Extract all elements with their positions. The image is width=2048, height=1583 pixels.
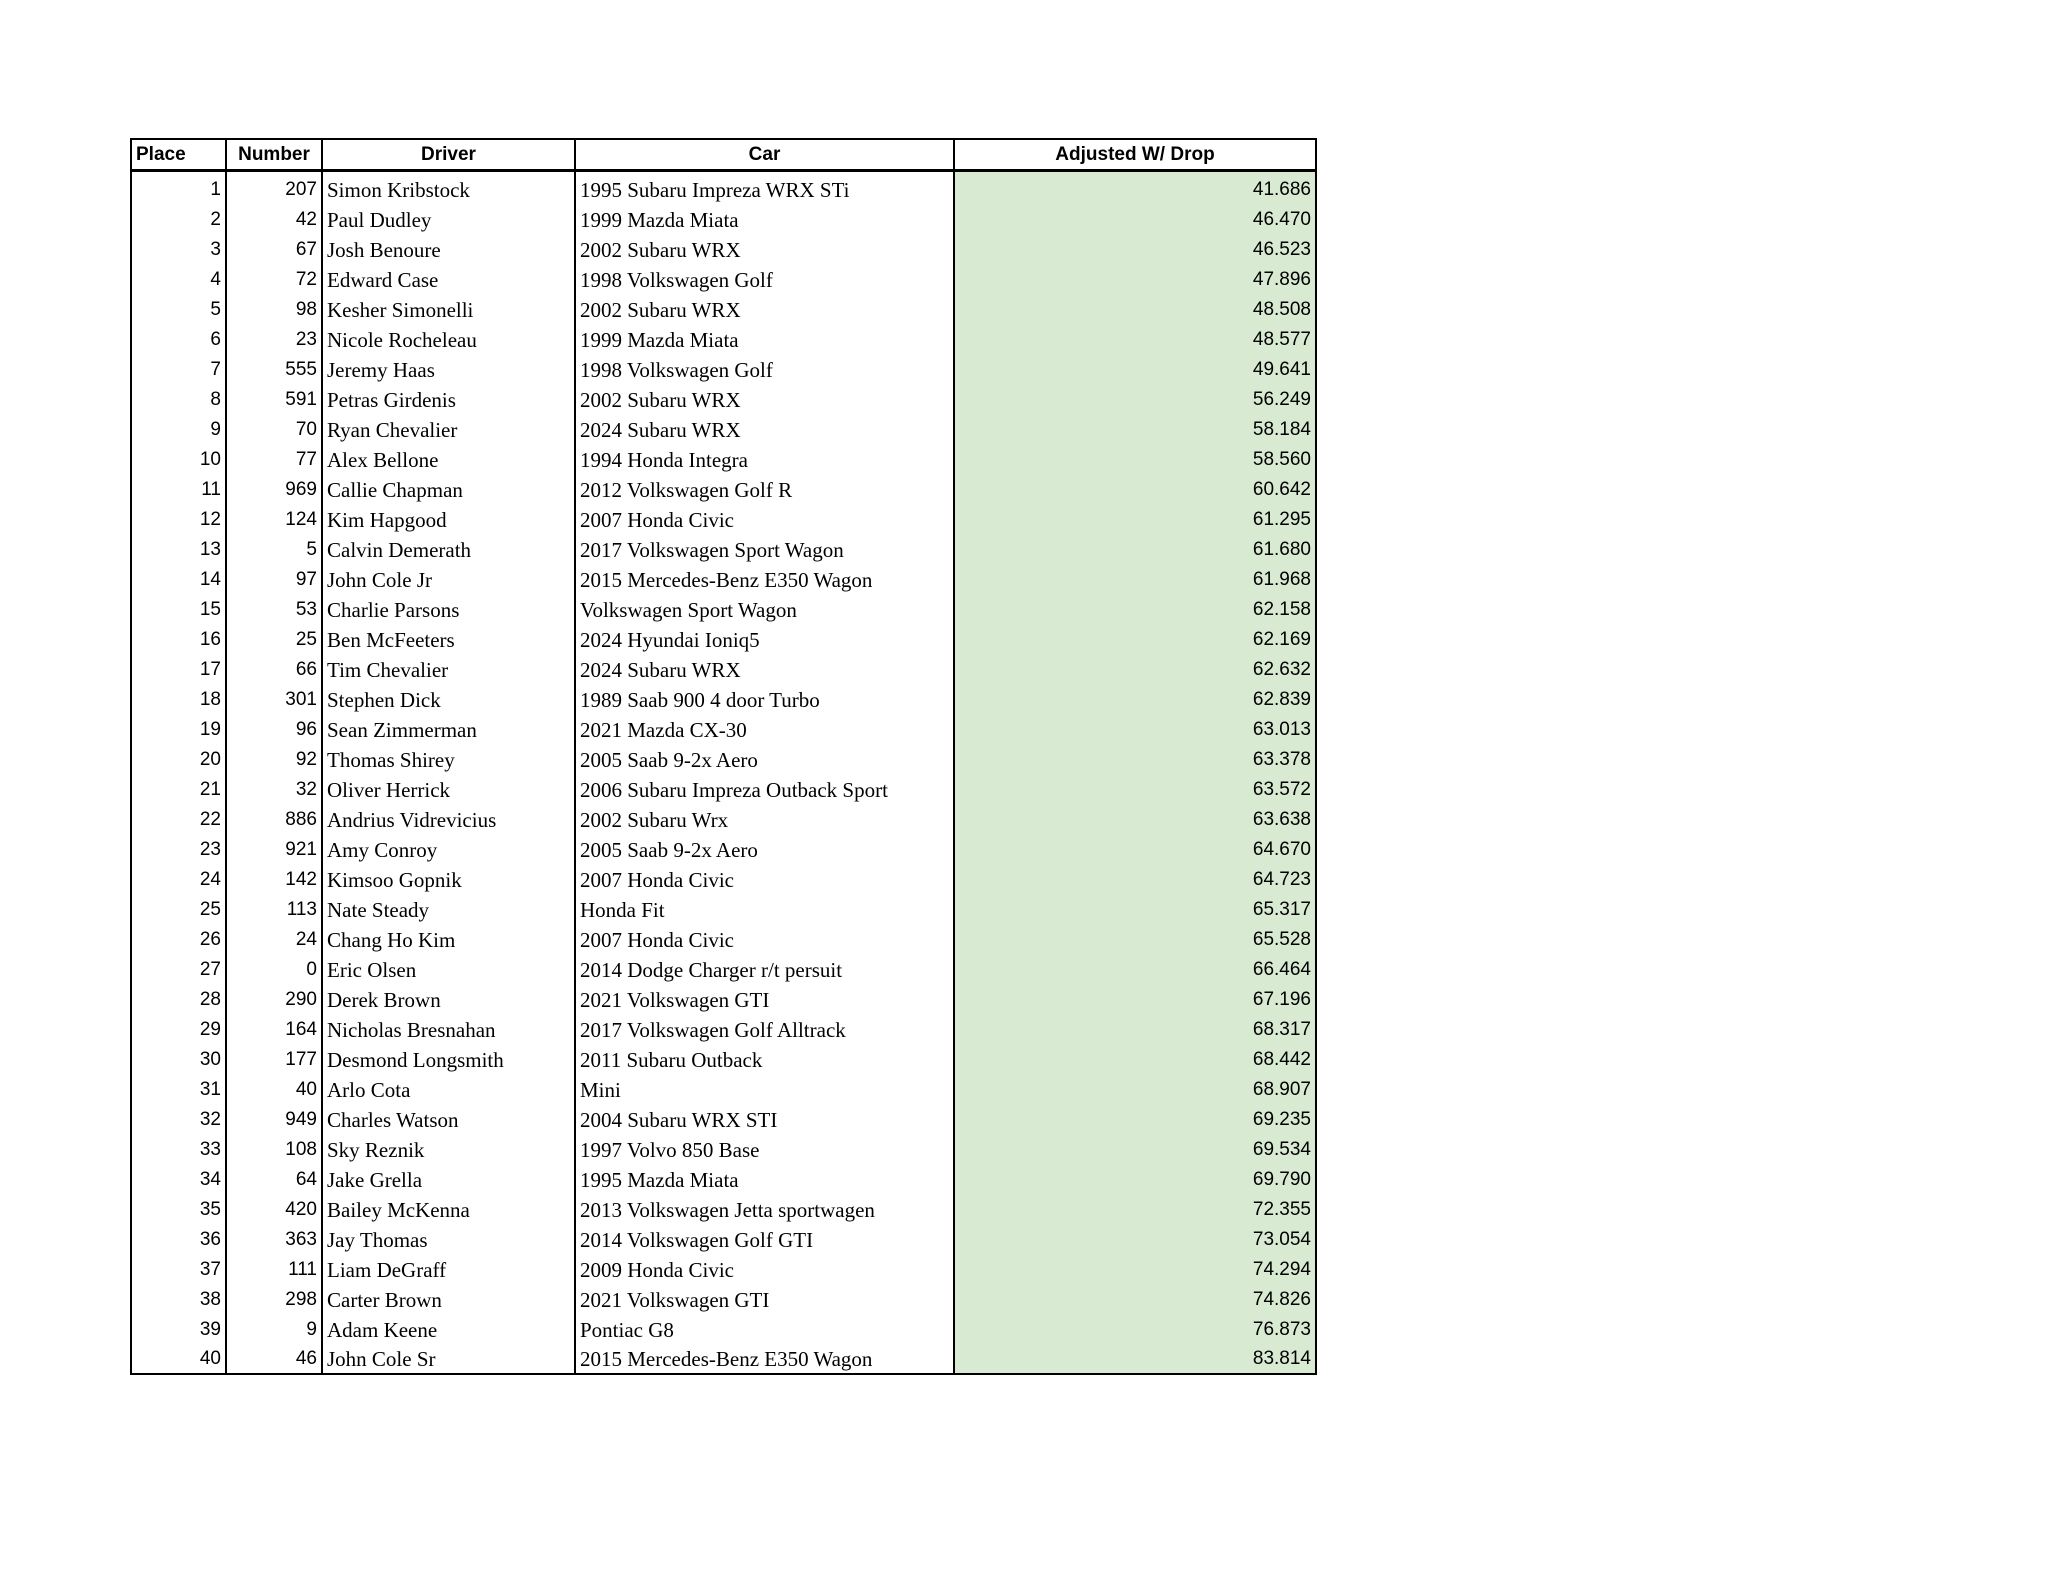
table-body bbox=[131, 171, 1316, 1375]
number-cell: 124 bbox=[226, 505, 322, 535]
adjusted-time-cell: 68.317 bbox=[954, 1015, 1316, 1045]
number-cell: 23 bbox=[226, 325, 322, 355]
car-cell: 2002 Subaru Wrx bbox=[575, 805, 954, 835]
place-cell: 31 bbox=[131, 1075, 226, 1105]
car-cell: 2021 Volkswagen GTI bbox=[575, 1285, 954, 1315]
number-cell: 111 bbox=[226, 1255, 322, 1285]
car-cell: Volkswagen Sport Wagon bbox=[575, 595, 954, 625]
number-cell: 921 bbox=[226, 835, 322, 865]
driver-cell: Josh Benoure bbox=[322, 235, 575, 265]
car-cell: 1995 Subaru Impreza WRX STi bbox=[575, 171, 954, 206]
car-cell: 1999 Mazda Miata bbox=[575, 205, 954, 235]
place-cell: 15 bbox=[131, 595, 226, 625]
header-place: Place bbox=[131, 139, 226, 171]
driver-cell: Adam Keene bbox=[322, 1315, 575, 1345]
number-cell: 53 bbox=[226, 595, 322, 625]
place-cell: 12 bbox=[131, 505, 226, 535]
table-row bbox=[131, 805, 1316, 835]
driver-cell: Simon Kribstock bbox=[322, 171, 575, 206]
car-cell: 2007 Honda Civic bbox=[575, 505, 954, 535]
driver-cell: Jake Grella bbox=[322, 1165, 575, 1195]
adjusted-time-cell: 76.873 bbox=[954, 1315, 1316, 1345]
adjusted-time-cell: 62.632 bbox=[954, 655, 1316, 685]
adjusted-time-cell: 61.680 bbox=[954, 535, 1316, 565]
number-cell: 949 bbox=[226, 1105, 322, 1135]
adjusted-time-cell: 69.235 bbox=[954, 1105, 1316, 1135]
table-row bbox=[131, 535, 1316, 565]
car-cell: 2013 Volkswagen Jetta sportwagen bbox=[575, 1195, 954, 1225]
place-cell: 23 bbox=[131, 835, 226, 865]
table-row bbox=[131, 865, 1316, 895]
table-row bbox=[131, 1075, 1316, 1105]
car-cell: 2002 Subaru WRX bbox=[575, 295, 954, 325]
car-cell: 2021 Volkswagen GTI bbox=[575, 985, 954, 1015]
table-row bbox=[131, 235, 1316, 265]
car-cell: 2006 Subaru Impreza Outback Sport bbox=[575, 775, 954, 805]
table-row bbox=[131, 475, 1316, 505]
number-cell: 96 bbox=[226, 715, 322, 745]
table-row bbox=[131, 895, 1316, 925]
adjusted-time-cell: 58.560 bbox=[954, 445, 1316, 475]
number-cell: 97 bbox=[226, 565, 322, 595]
place-cell: 26 bbox=[131, 925, 226, 955]
driver-cell: John Cole Jr bbox=[322, 565, 575, 595]
header-car: Car bbox=[575, 139, 954, 171]
place-cell: 1 bbox=[131, 171, 226, 206]
table-row bbox=[131, 655, 1316, 685]
number-cell: 207 bbox=[226, 171, 322, 206]
number-cell: 25 bbox=[226, 625, 322, 655]
car-cell: 1998 Volkswagen Golf bbox=[575, 265, 954, 295]
header-row bbox=[131, 139, 1316, 171]
driver-cell: Amy Conroy bbox=[322, 835, 575, 865]
car-cell: 2002 Subaru WRX bbox=[575, 385, 954, 415]
place-cell: 10 bbox=[131, 445, 226, 475]
place-cell: 25 bbox=[131, 895, 226, 925]
car-cell: 2014 Dodge Charger r/t persuit bbox=[575, 955, 954, 985]
car-cell: 2004 Subaru WRX STI bbox=[575, 1105, 954, 1135]
number-cell: 98 bbox=[226, 295, 322, 325]
table-row bbox=[131, 505, 1316, 535]
car-cell: 2005 Saab 9-2x Aero bbox=[575, 745, 954, 775]
number-cell: 46 bbox=[226, 1345, 322, 1374]
place-cell: 11 bbox=[131, 475, 226, 505]
adjusted-time-cell: 61.968 bbox=[954, 565, 1316, 595]
driver-cell: Thomas Shirey bbox=[322, 745, 575, 775]
number-cell: 177 bbox=[226, 1045, 322, 1075]
adjusted-time-cell: 58.184 bbox=[954, 415, 1316, 445]
table-row bbox=[131, 325, 1316, 355]
number-cell: 363 bbox=[226, 1225, 322, 1255]
car-cell: 2014 Volkswagen Golf GTI bbox=[575, 1225, 954, 1255]
adjusted-time-cell: 62.839 bbox=[954, 685, 1316, 715]
car-cell: 1998 Volkswagen Golf bbox=[575, 355, 954, 385]
adjusted-time-cell: 69.534 bbox=[954, 1135, 1316, 1165]
car-cell: 2011 Subaru Outback bbox=[575, 1045, 954, 1075]
table-row bbox=[131, 205, 1316, 235]
car-cell: 2002 Subaru WRX bbox=[575, 235, 954, 265]
number-cell: 92 bbox=[226, 745, 322, 775]
table-row bbox=[131, 835, 1316, 865]
car-cell: 1999 Mazda Miata bbox=[575, 325, 954, 355]
place-cell: 2 bbox=[131, 205, 226, 235]
adjusted-time-cell: 46.470 bbox=[954, 205, 1316, 235]
place-cell: 14 bbox=[131, 565, 226, 595]
driver-cell: Kesher Simonelli bbox=[322, 295, 575, 325]
driver-cell: Kim Hapgood bbox=[322, 505, 575, 535]
car-cell: 2015 Mercedes-Benz E350 Wagon bbox=[575, 565, 954, 595]
place-cell: 13 bbox=[131, 535, 226, 565]
car-cell: 1989 Saab 900 4 door Turbo bbox=[575, 685, 954, 715]
table-row bbox=[131, 715, 1316, 745]
place-cell: 6 bbox=[131, 325, 226, 355]
number-cell: 67 bbox=[226, 235, 322, 265]
place-cell: 38 bbox=[131, 1285, 226, 1315]
number-cell: 5 bbox=[226, 535, 322, 565]
car-cell: 2017 Volkswagen Golf Alltrack bbox=[575, 1015, 954, 1045]
table-row bbox=[131, 1285, 1316, 1315]
number-cell: 70 bbox=[226, 415, 322, 445]
driver-cell: Derek Brown bbox=[322, 985, 575, 1015]
adjusted-time-cell: 63.013 bbox=[954, 715, 1316, 745]
car-cell: 2005 Saab 9-2x Aero bbox=[575, 835, 954, 865]
place-cell: 3 bbox=[131, 235, 226, 265]
adjusted-time-cell: 72.355 bbox=[954, 1195, 1316, 1225]
table-header bbox=[131, 139, 1316, 171]
driver-cell: Sky Reznik bbox=[322, 1135, 575, 1165]
driver-cell: Nicole Rocheleau bbox=[322, 325, 575, 355]
table-row bbox=[131, 295, 1316, 325]
table-row bbox=[131, 685, 1316, 715]
adjusted-time-cell: 62.169 bbox=[954, 625, 1316, 655]
number-cell: 64 bbox=[226, 1165, 322, 1195]
adjusted-time-cell: 68.442 bbox=[954, 1045, 1316, 1075]
place-cell: 8 bbox=[131, 385, 226, 415]
table-row bbox=[131, 955, 1316, 985]
table-row bbox=[131, 625, 1316, 655]
adjusted-time-cell: 83.814 bbox=[954, 1345, 1316, 1374]
adjusted-time-cell: 63.378 bbox=[954, 745, 1316, 775]
driver-cell: John Cole Sr bbox=[322, 1345, 575, 1374]
driver-cell: Callie Chapman bbox=[322, 475, 575, 505]
number-cell: 290 bbox=[226, 985, 322, 1015]
table-row bbox=[131, 1345, 1316, 1374]
adjusted-time-cell: 74.294 bbox=[954, 1255, 1316, 1285]
table-row bbox=[131, 985, 1316, 1015]
table-row bbox=[131, 171, 1316, 206]
number-cell: 32 bbox=[226, 775, 322, 805]
place-cell: 33 bbox=[131, 1135, 226, 1165]
place-cell: 22 bbox=[131, 805, 226, 835]
driver-cell: Calvin Demerath bbox=[322, 535, 575, 565]
driver-cell: Nate Steady bbox=[322, 895, 575, 925]
adjusted-time-cell: 63.638 bbox=[954, 805, 1316, 835]
driver-cell: Desmond Longsmith bbox=[322, 1045, 575, 1075]
place-cell: 17 bbox=[131, 655, 226, 685]
number-cell: 24 bbox=[226, 925, 322, 955]
table-row bbox=[131, 1315, 1316, 1345]
driver-cell: Chang Ho Kim bbox=[322, 925, 575, 955]
adjusted-time-cell: 65.317 bbox=[954, 895, 1316, 925]
car-cell: 2021 Mazda CX-30 bbox=[575, 715, 954, 745]
table-row bbox=[131, 1135, 1316, 1165]
header-adjusted: Adjusted W/ Drop bbox=[954, 139, 1316, 171]
car-cell: 2017 Volkswagen Sport Wagon bbox=[575, 535, 954, 565]
car-cell: 1997 Volvo 850 Base bbox=[575, 1135, 954, 1165]
car-cell: Honda Fit bbox=[575, 895, 954, 925]
place-cell: 21 bbox=[131, 775, 226, 805]
table-row bbox=[131, 1225, 1316, 1255]
place-cell: 19 bbox=[131, 715, 226, 745]
driver-cell: Sean Zimmerman bbox=[322, 715, 575, 745]
adjusted-time-cell: 65.528 bbox=[954, 925, 1316, 955]
number-cell: 164 bbox=[226, 1015, 322, 1045]
table-row bbox=[131, 1195, 1316, 1225]
adjusted-time-cell: 56.249 bbox=[954, 385, 1316, 415]
car-cell: 2024 Subaru WRX bbox=[575, 655, 954, 685]
results-table bbox=[130, 138, 1317, 1375]
adjusted-time-cell: 69.790 bbox=[954, 1165, 1316, 1195]
car-cell: 2007 Honda Civic bbox=[575, 925, 954, 955]
number-cell: 72 bbox=[226, 265, 322, 295]
car-cell: Pontiac G8 bbox=[575, 1315, 954, 1345]
driver-cell: Liam DeGraff bbox=[322, 1255, 575, 1285]
table-row bbox=[131, 1045, 1316, 1075]
place-cell: 28 bbox=[131, 985, 226, 1015]
place-cell: 16 bbox=[131, 625, 226, 655]
table-row bbox=[131, 445, 1316, 475]
driver-cell: Arlo Cota bbox=[322, 1075, 575, 1105]
place-cell: 29 bbox=[131, 1015, 226, 1045]
adjusted-time-cell: 73.054 bbox=[954, 1225, 1316, 1255]
driver-cell: Nicholas Bresnahan bbox=[322, 1015, 575, 1045]
place-cell: 9 bbox=[131, 415, 226, 445]
car-cell: 2009 Honda Civic bbox=[575, 1255, 954, 1285]
driver-cell: Edward Case bbox=[322, 265, 575, 295]
number-cell: 9 bbox=[226, 1315, 322, 1345]
adjusted-time-cell: 48.508 bbox=[954, 295, 1316, 325]
number-cell: 40 bbox=[226, 1075, 322, 1105]
header-number: Number bbox=[226, 139, 322, 171]
number-cell: 77 bbox=[226, 445, 322, 475]
adjusted-time-cell: 74.826 bbox=[954, 1285, 1316, 1315]
adjusted-time-cell: 60.642 bbox=[954, 475, 1316, 505]
driver-cell: Paul Dudley bbox=[322, 205, 575, 235]
place-cell: 34 bbox=[131, 1165, 226, 1195]
place-cell: 36 bbox=[131, 1225, 226, 1255]
number-cell: 298 bbox=[226, 1285, 322, 1315]
adjusted-time-cell: 46.523 bbox=[954, 235, 1316, 265]
driver-cell: Eric Olsen bbox=[322, 955, 575, 985]
driver-cell: Kimsoo Gopnik bbox=[322, 865, 575, 895]
driver-cell: Ryan Chevalier bbox=[322, 415, 575, 445]
table-row bbox=[131, 1105, 1316, 1135]
car-cell: 2024 Subaru WRX bbox=[575, 415, 954, 445]
place-cell: 7 bbox=[131, 355, 226, 385]
table-row bbox=[131, 1255, 1316, 1285]
header-driver: Driver bbox=[322, 139, 575, 171]
table-row bbox=[131, 415, 1316, 445]
adjusted-time-cell: 49.641 bbox=[954, 355, 1316, 385]
table-row bbox=[131, 355, 1316, 385]
adjusted-time-cell: 64.723 bbox=[954, 865, 1316, 895]
driver-cell: Ben McFeeters bbox=[322, 625, 575, 655]
driver-cell: Stephen Dick bbox=[322, 685, 575, 715]
driver-cell: Tim Chevalier bbox=[322, 655, 575, 685]
adjusted-time-cell: 64.670 bbox=[954, 835, 1316, 865]
number-cell: 420 bbox=[226, 1195, 322, 1225]
number-cell: 886 bbox=[226, 805, 322, 835]
place-cell: 40 bbox=[131, 1345, 226, 1374]
driver-cell: Petras Girdenis bbox=[322, 385, 575, 415]
number-cell: 555 bbox=[226, 355, 322, 385]
driver-cell: Jeremy Haas bbox=[322, 355, 575, 385]
car-cell: 1995 Mazda Miata bbox=[575, 1165, 954, 1195]
adjusted-time-cell: 68.907 bbox=[954, 1075, 1316, 1105]
table-row bbox=[131, 595, 1316, 625]
adjusted-time-cell: 61.295 bbox=[954, 505, 1316, 535]
driver-cell: Carter Brown bbox=[322, 1285, 575, 1315]
adjusted-time-cell: 47.896 bbox=[954, 265, 1316, 295]
table-row bbox=[131, 565, 1316, 595]
adjusted-time-cell: 41.686 bbox=[954, 171, 1316, 206]
number-cell: 113 bbox=[226, 895, 322, 925]
car-cell: Mini bbox=[575, 1075, 954, 1105]
number-cell: 42 bbox=[226, 205, 322, 235]
adjusted-time-cell: 48.577 bbox=[954, 325, 1316, 355]
place-cell: 20 bbox=[131, 745, 226, 775]
adjusted-time-cell: 63.572 bbox=[954, 775, 1316, 805]
adjusted-time-cell: 67.196 bbox=[954, 985, 1316, 1015]
number-cell: 591 bbox=[226, 385, 322, 415]
car-cell: 2012 Volkswagen Golf R bbox=[575, 475, 954, 505]
place-cell: 18 bbox=[131, 685, 226, 715]
place-cell: 24 bbox=[131, 865, 226, 895]
place-cell: 32 bbox=[131, 1105, 226, 1135]
table-row bbox=[131, 775, 1316, 805]
driver-cell: Charles Watson bbox=[322, 1105, 575, 1135]
number-cell: 142 bbox=[226, 865, 322, 895]
driver-cell: Andrius Vidrevicius bbox=[322, 805, 575, 835]
place-cell: 39 bbox=[131, 1315, 226, 1345]
driver-cell: Oliver Herrick bbox=[322, 775, 575, 805]
driver-cell: Bailey McKenna bbox=[322, 1195, 575, 1225]
table-row bbox=[131, 1015, 1316, 1045]
table-row bbox=[131, 745, 1316, 775]
number-cell: 0 bbox=[226, 955, 322, 985]
number-cell: 301 bbox=[226, 685, 322, 715]
adjusted-time-cell: 62.158 bbox=[954, 595, 1316, 625]
place-cell: 4 bbox=[131, 265, 226, 295]
number-cell: 969 bbox=[226, 475, 322, 505]
adjusted-time-cell: 66.464 bbox=[954, 955, 1316, 985]
driver-cell: Charlie Parsons bbox=[322, 595, 575, 625]
table-row bbox=[131, 385, 1316, 415]
place-cell: 30 bbox=[131, 1045, 226, 1075]
place-cell: 37 bbox=[131, 1255, 226, 1285]
place-cell: 35 bbox=[131, 1195, 226, 1225]
car-cell: 2015 Mercedes-Benz E350 Wagon bbox=[575, 1345, 954, 1374]
driver-cell: Alex Bellone bbox=[322, 445, 575, 475]
car-cell: 2007 Honda Civic bbox=[575, 865, 954, 895]
driver-cell: Jay Thomas bbox=[322, 1225, 575, 1255]
table-row bbox=[131, 925, 1316, 955]
table-row bbox=[131, 265, 1316, 295]
place-cell: 27 bbox=[131, 955, 226, 985]
table-row bbox=[131, 1165, 1316, 1195]
car-cell: 1994 Honda Integra bbox=[575, 445, 954, 475]
car-cell: 2024 Hyundai Ioniq5 bbox=[575, 625, 954, 655]
number-cell: 66 bbox=[226, 655, 322, 685]
number-cell: 108 bbox=[226, 1135, 322, 1165]
place-cell: 5 bbox=[131, 295, 226, 325]
